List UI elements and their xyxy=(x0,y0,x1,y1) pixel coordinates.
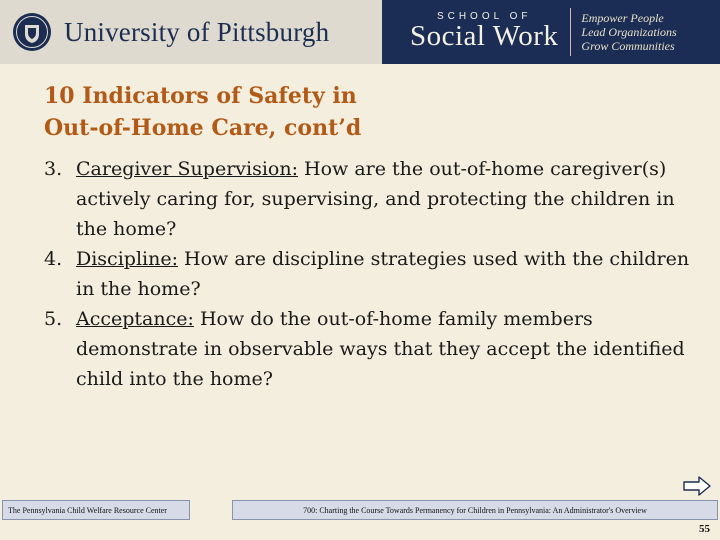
school-name: Social Work xyxy=(410,20,559,52)
item-text xyxy=(76,154,694,244)
slide-title xyxy=(44,80,361,144)
footer-organization: The Pennsylvania Child Welfare Resource Center xyxy=(2,500,190,520)
university-seal-icon xyxy=(12,12,52,52)
list-item xyxy=(44,154,694,244)
school-of-label: SCHOOL OF xyxy=(436,11,532,22)
slide-title-line: Out-of-Home Care, cont’d xyxy=(44,115,362,141)
item-description: How are discipline strategies used with the children in the home? xyxy=(76,248,690,300)
tagline-line: Lead Organizations xyxy=(581,25,677,39)
item-term: Discipline: xyxy=(76,248,178,270)
item-number: 4. xyxy=(44,248,63,270)
item-number: 3. xyxy=(44,158,63,180)
item-text xyxy=(76,304,694,394)
indicator-list xyxy=(44,154,694,394)
item-description: How do the out-of-home family members demonstrate in observable ways that they accept the identified child into the home? xyxy=(76,308,685,390)
slide-title-line: 10 Indicators of Safety in xyxy=(44,83,357,109)
school-logo-area xyxy=(382,0,720,64)
tagline-line: Empower People xyxy=(581,11,664,25)
header-banner xyxy=(0,0,720,64)
item-term: Caregiver Supervision: xyxy=(76,158,298,180)
tagline xyxy=(581,11,676,53)
header-divider xyxy=(570,8,571,56)
university-logo-area xyxy=(0,0,382,64)
item-description: How are the out-of-home caregiver(s) actively caring for, supervising, and protecting the children in the home? xyxy=(76,158,675,240)
item-text xyxy=(76,244,694,304)
footer-course-title: 700: Charting the Course Towards Permanency for Children in Pennsylvania: An Administrator's Overview xyxy=(232,500,718,520)
item-term: Acceptance: xyxy=(76,308,194,330)
school-wordmark xyxy=(410,11,558,53)
list-item xyxy=(44,304,694,394)
list-item xyxy=(44,244,694,304)
university-name: University of Pittsburgh xyxy=(64,16,330,47)
next-slide-arrow-icon[interactable] xyxy=(683,476,711,496)
page-number: 55 xyxy=(699,523,710,535)
tagline-line: Grow Communities xyxy=(581,39,675,53)
item-number: 5. xyxy=(44,308,63,330)
